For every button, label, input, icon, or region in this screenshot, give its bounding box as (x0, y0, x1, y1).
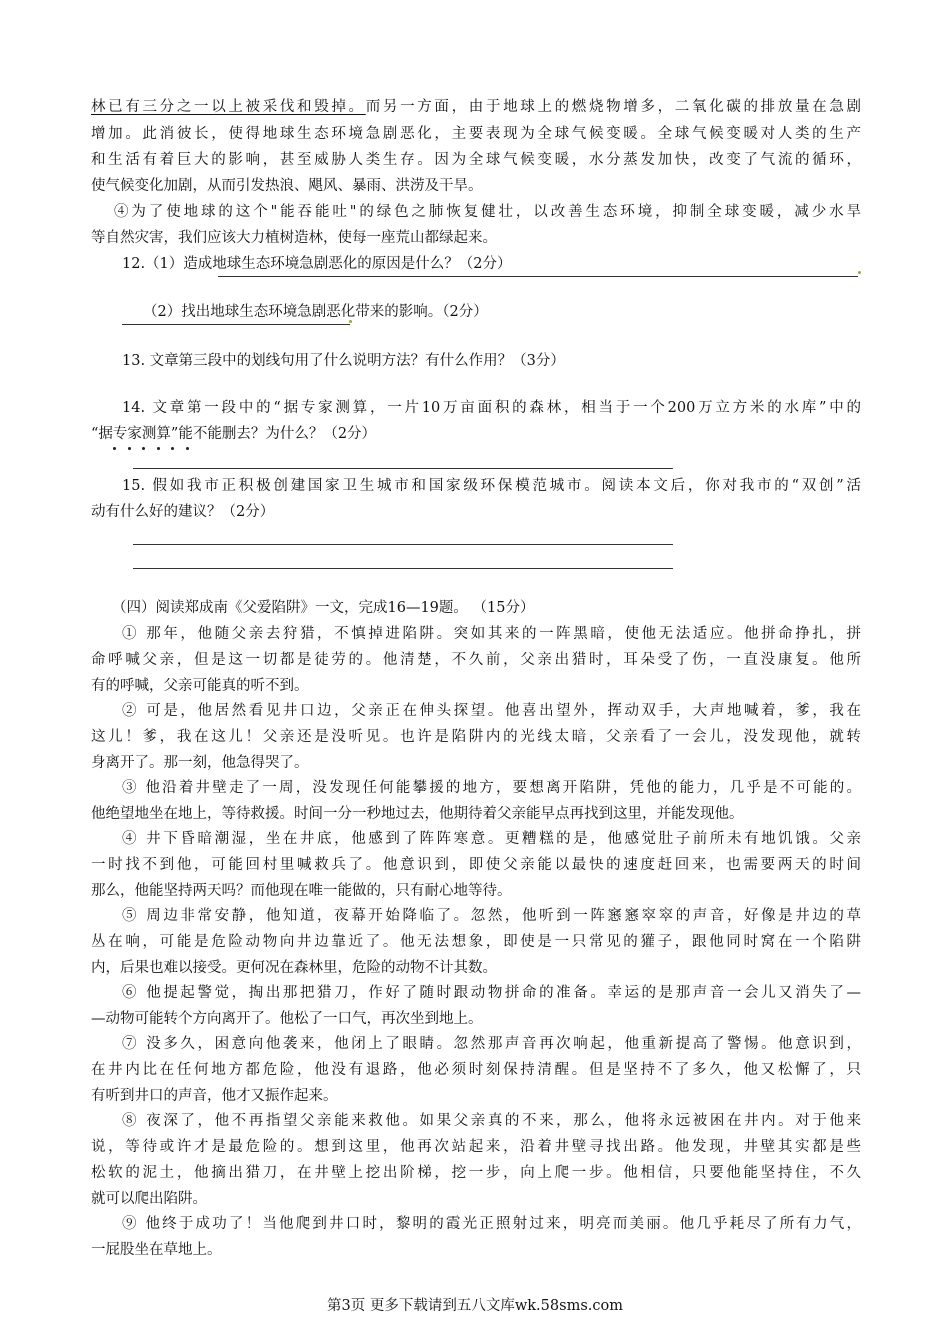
answer-line[interactable] (218, 276, 858, 277)
emphasis-dot (128, 447, 131, 450)
answer-line[interactable] (133, 544, 673, 545)
mark-dot (858, 271, 861, 274)
answer-line[interactable] (133, 468, 673, 469)
underlined-sentence: 林已有三分之一以上被采伐和毁掉。 (91, 99, 366, 115)
section-4-line: —动物可能转个方向离开了。他松了一口气，再次坐到地上。 (91, 1011, 483, 1027)
passage-line: 使气候变化加剧，从而引发热浪、飓风、暴雨、洪涝及干旱。 (91, 178, 483, 194)
emphasis-dot (142, 447, 145, 450)
section-4-line: ⑦ 没多久，困意向他袭来，他闭上了眼睛。忽然那声音再次响起，他重新提高了警惕。他意识到， (122, 1036, 861, 1052)
section-4-line: 有听到井口的声音，他才又振作起来。 (91, 1088, 338, 1104)
answer-line[interactable] (133, 568, 673, 569)
passage-line: 等自然灾害，我们应该大力植树造林，使每一座荒山都绿起来。 (91, 230, 497, 246)
section-4-line: ③ 他沿着井壁走了一周，没发现任何能攀援的地方，要想离开陷阱，凭他的能力，几乎是不可能的。 (122, 780, 861, 796)
passage-paragraph-4-line: ④为了使地球的这个"能吞能吐"的绿色之肺恢复健壮，以改善生态环境，抑制全球变暖，减少水旱 (114, 204, 861, 220)
section-4-line: ② 可是，他居然看见井口边，父亲正在伸头探望。他喜出望外，挥动双手，大声地喊着，爹，我在 (122, 703, 861, 719)
emphasis-dot (157, 447, 160, 450)
question-14-line1: 14. 文章第一段中的“据专家测算，一片10万亩面积的森林，相当于一个200万立方米的水库”中的 (122, 400, 861, 416)
section-4-line: 内，后果也难以接受。更何况在森林里，危险的动物不计其数。 (91, 960, 497, 976)
section-4-line: 一屁股坐在草地上。 (91, 1242, 222, 1258)
section-4-line: 说，等待或许才是最危险的。想到这里，他再次站起来，沿着井壁寻找出路。他发现，井壁其实都是些 (91, 1139, 861, 1155)
emphasis-dot (186, 447, 189, 450)
section-4-line: 在井内比在任何地方都危险，他没有退路，他必须时刻保持清醒。但是坚持不了多久，他又松懈了，只 (91, 1062, 861, 1078)
question-15-line2: 动有什么好的建议？（2分） (91, 504, 275, 520)
section-4-line: ① 那年，他随父亲去狩猎，不慎掉进陷阱。突如其来的一阵黑暗，使他无法适应。他拼命挣扎，拼 (122, 626, 861, 642)
section-4-line: ⑨ 他终于成功了！当他爬到井口时，黎明的霞光正照射过来，明亮而美丽。他几乎耗尽了所有力气， (122, 1216, 861, 1232)
section-4-line: ⑥ 他提起警觉，掏出那把猎刀，作好了随时跟动物拼命的准备。幸运的是那声音一会儿又消失了— (122, 985, 861, 1001)
section-4-line: 那么，他能坚持两天吗？而他现在唯一能做的，只有耐心地等待。 (91, 883, 512, 899)
page-footer: 第3页 更多下载请到五八文库wk.58sms.com (327, 1298, 623, 1314)
section-4-line: 身离开了。那一刻，他急得哭了。 (91, 755, 309, 771)
section-4-line: 有的呼喊，父亲可能真的听不到。 (91, 678, 309, 694)
section-4-line: 丛在响，可能是危险动物向井边靠近了。他无法想象，即使是一只常见的獾子，跟他同时窝在一个陷阱 (91, 934, 861, 950)
passage-line: 林已有三分之一以上被采伐和毁掉。而另一方面，由于地球上的燃烧物增多，二氧化碳的排放量在急剧 (91, 99, 862, 115)
section-4-line: 这儿！爹，我在这儿！父亲还是没听见。也许是陷阱内的光线太暗，父亲看了一会儿，没发现他，就转 (91, 729, 861, 745)
answer-line[interactable] (122, 324, 350, 325)
emphasis-dot (171, 447, 174, 450)
question-12-2: （2）找出地球生态环境急剧恶化带来的影响。（2分） (143, 304, 488, 320)
passage-line: 增加。此消彼长，使得地球生态环境急剧恶化，主要表现为全球气候变暖。全球气候变暖对人类的生产 (91, 126, 861, 142)
passage-line: 和生活有着巨大的影响，甚至威胁人类生存。因为全球气候变暖，水分蒸发加快，改变了气流的循环， (91, 152, 861, 168)
section-4-line: 就可以爬出陷阱。 (91, 1191, 207, 1207)
mark-dot (349, 320, 352, 323)
section-4-line: ⑤ 周边非常安静，他知道，夜幕开始降临了。忽然，他听到一阵窸窸窣窣的声音，好像是井边的草 (122, 908, 861, 924)
question-12-1: 12.（1）造成地球生态环境急剧恶化的原因是什么？（2分） (122, 256, 512, 272)
section-4-heading: （四）阅读郑成南《父爱陷阱》一文，完成16—19题。 （15分） (112, 600, 535, 616)
section-4-line: ⑧ 夜深了，他不再指望父亲能来救他。如果父亲真的不来，那么，他将永远被困在井内。对于他来 (122, 1113, 861, 1129)
section-4-line: 他绝望地坐在地上，等待救援。时间一分一秒地过去，他期待着父亲能早点再找到这里，并能发现他。 (91, 806, 744, 822)
section-4-line: 命呼喊父亲，但是这一切都是徒劳的。他清楚，不久前，父亲出猎时，耳朵受了伤，一直没康复。他所 (91, 652, 861, 668)
question-14-line2: “据专家测算”能不能删去？为什么？（2分） (91, 426, 377, 442)
section-4-line: 一时找不到他，可能回村里喊救兵了。他意识到，即使父亲能以最快的速度赶回来，也需要两天的时间 (91, 857, 861, 873)
question-13: 13. 文章第三段中的划线句用了什么说明方法？有什么作用？（3分） (122, 353, 565, 369)
emphasis-dot (113, 447, 116, 450)
section-4-line: ④ 井下昏暗潮湿，坐在井底，他感到了阵阵寒意。更糟糕的是，他感觉肚子前所未有地饥饿。父亲 (122, 831, 861, 847)
section-4-line: 松软的泥土，他摘出猎刀，在井壁上挖出阶梯，挖一步，向上爬一步。他相信，只要他能坚持住，不久 (91, 1165, 861, 1181)
question-15-line1: 15. 假如我市正积极创建国家卫生城市和国家级环保模范城市。阅读本文后，你对我市的“双创”活 (122, 478, 861, 494)
